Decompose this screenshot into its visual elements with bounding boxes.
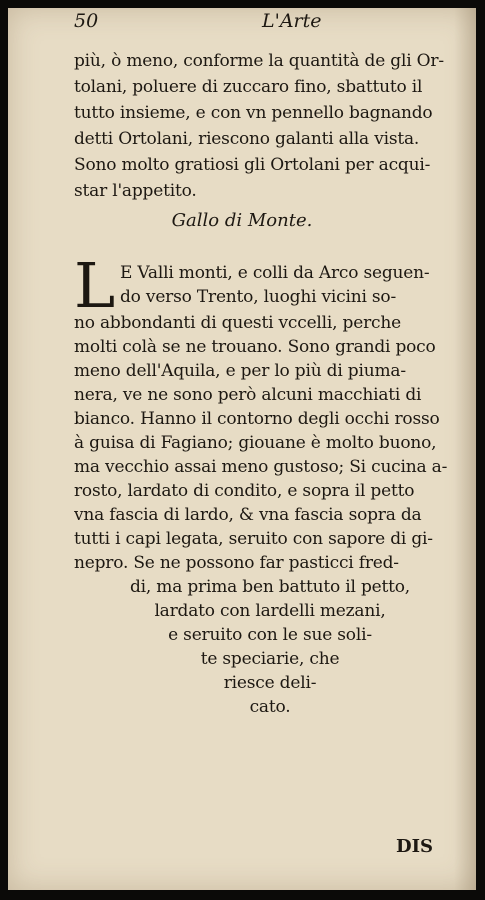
text-line: Sono molto gratiosi gli Ortolani per acqui- — [74, 155, 431, 175]
text-line: do verso Trento, luoghi vicini so- — [120, 287, 397, 307]
text-line: tutto insieme, e con vn pennello bagnando — [74, 103, 433, 123]
text-line: nera, ve ne sono però alcuni macchiati di — [74, 385, 422, 405]
section-heading: Gallo di Monte. — [171, 210, 313, 231]
text-line: star l'appetito. — [74, 181, 197, 201]
catchword: DIS — [396, 836, 434, 857]
text-line: vna fascia di lardo, & vna fascia sopra da — [74, 505, 422, 525]
text-line: no abbondanti di questi vccelli, perche — [74, 313, 401, 333]
text-line: detti Ortolani, riescono galanti alla vista. — [74, 129, 420, 149]
text-line: tolani, poluere di zuccaro fino, sbattuto il — [74, 77, 423, 97]
text-line: rosto, lardato di condito, e sopra il petto — [74, 481, 415, 501]
text-line: molti colà se ne trouano. Sono grandi poco — [74, 337, 436, 357]
text-line: tutti i capi legata, seruito con sapore di gi- — [74, 529, 433, 549]
text-line: più, ò meno, conforme la quantità de gli Or- — [74, 51, 444, 71]
text-line: di, ma prima ben battuto il petto, — [129, 577, 410, 597]
text-line: te speciarie, che — [200, 649, 340, 669]
text-line: e seruito con le sue soli- — [168, 625, 372, 645]
text-line: lardato con lardelli mezani, — [154, 601, 386, 621]
running-title: L'Arte — [262, 10, 322, 32]
text-line: riesce deli- — [223, 673, 317, 693]
book-page — [8, 8, 476, 890]
text-line: nepro. Se ne possono far pasticci fred- — [74, 553, 399, 573]
page-header — [74, 10, 464, 34]
text-line: bianco. Hanno il contorno degli occhi rosso — [74, 409, 440, 429]
text-line: cato. — [249, 697, 291, 717]
text-line: à guisa di Fagiano; giouane è molto buono, — [74, 433, 437, 453]
page-number: 50 — [74, 10, 99, 32]
text-line: ma vecchio assai meno gustoso; Si cucina a- — [74, 457, 448, 477]
text-line: meno dell'Aquila, e per lo più di piuma- — [74, 361, 406, 381]
drop-cap: L — [74, 249, 116, 322]
text-line: E Valli monti, e colli da Arco seguen- — [120, 263, 430, 283]
